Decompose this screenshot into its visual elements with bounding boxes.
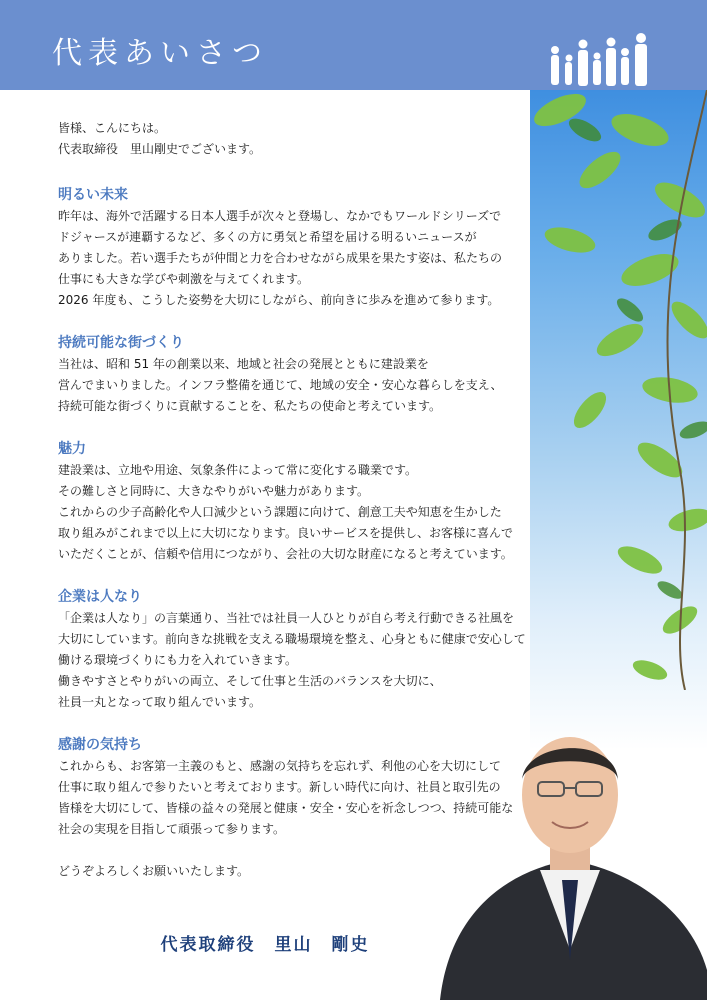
section-heading: 明るい未来 <box>58 187 128 203</box>
section-heading: 企業は人なり <box>58 589 142 605</box>
section-heading: 感謝の気持ち <box>58 737 142 753</box>
section-body: 「企業は人なり」の言葉通り、当社では社員一人ひとりが自ら考え行動できる社風を 大切にしています。前向きな挑戦を支える職場環境を整え、心身ともに健康で安心して 働ける環境づくりにも力を入れていきます。 働きやすさとやりがいの両立、そして仕事と生活のバランスを大切に、 社員一丸となって取り組んでいます。 <box>58 611 526 709</box>
section-bright-future <box>58 184 528 311</box>
section-appeal <box>58 438 528 565</box>
closing-line: どうぞよろしくお願いいたします。 <box>58 864 250 878</box>
president-portrait <box>430 710 707 1000</box>
family-silhouette-icon <box>545 30 655 90</box>
section-body: これからも、お客第一主義のもと、感謝の気持ちを忘れず、利他の心を大切にして 仕事に取り組んで参りたいと考えております。新しい時代に向け、社員と取引先の 皆様を大切にして、皆様の益々の発展と健康・安全・安心を祈念しつつ、持続可能な 社会の実現を目指して頑張って参ります。 <box>58 759 514 836</box>
section-heading: 持続可能な街づくり <box>58 335 184 351</box>
section-people <box>58 586 528 713</box>
opening-greeting <box>58 118 528 160</box>
greeting-line: 皆様、こんにちは。 <box>58 121 167 135</box>
section-body: 当社は、昭和 51 年の創業以来、地域と社会の発展とともに建設業を 営んでまいりました。インフラ整備を通じて、地域の安全・安心な暮らしを支え、 持続可能な街づくりに貢献することを、私たちの使命と考えています。 <box>58 357 503 413</box>
header-banner <box>0 0 707 90</box>
section-heading: 魅力 <box>58 441 86 457</box>
section-sustainable-town <box>58 332 528 417</box>
section-body: 建設業は、立地や用途、気象条件によって常に変化する職業です。 その難しさと同時に、大きなやりがいや魅力があります。 これからの少子高齢化や人口減少という課題に向けて、創意工夫や知恵を生かした 取り組みがこれまで以上に大切になります。良いサービスを提供し、お客様に喜んで いただくことが、信頼や信用につながり、会社の大切な財産になると考えています。 <box>58 463 514 561</box>
leaves-decoration <box>530 90 707 690</box>
signature: 代表取締役 里山 剛史 <box>160 935 370 955</box>
section-body: 昨年は、海外で活躍する日本人選手が次々と登場し、なかでもワールドシリーズで ドジャースが連覇するなど、多くの方に勇気と希望を届ける明るいニュースが ありました。若い選手たちが仲間と力を合わせながら成果を果たす姿は、私たちの 仕事にも大きな学びや刺激を与えてくれます。 2026 年度も、こうした姿勢を大切にしながら、前向きに歩みを進めて参ります。 <box>58 209 503 307</box>
greeting-intro-line: 代表取締役 里山剛史でございます。 <box>58 142 262 156</box>
page-title: 代表あいさつ <box>52 36 268 71</box>
